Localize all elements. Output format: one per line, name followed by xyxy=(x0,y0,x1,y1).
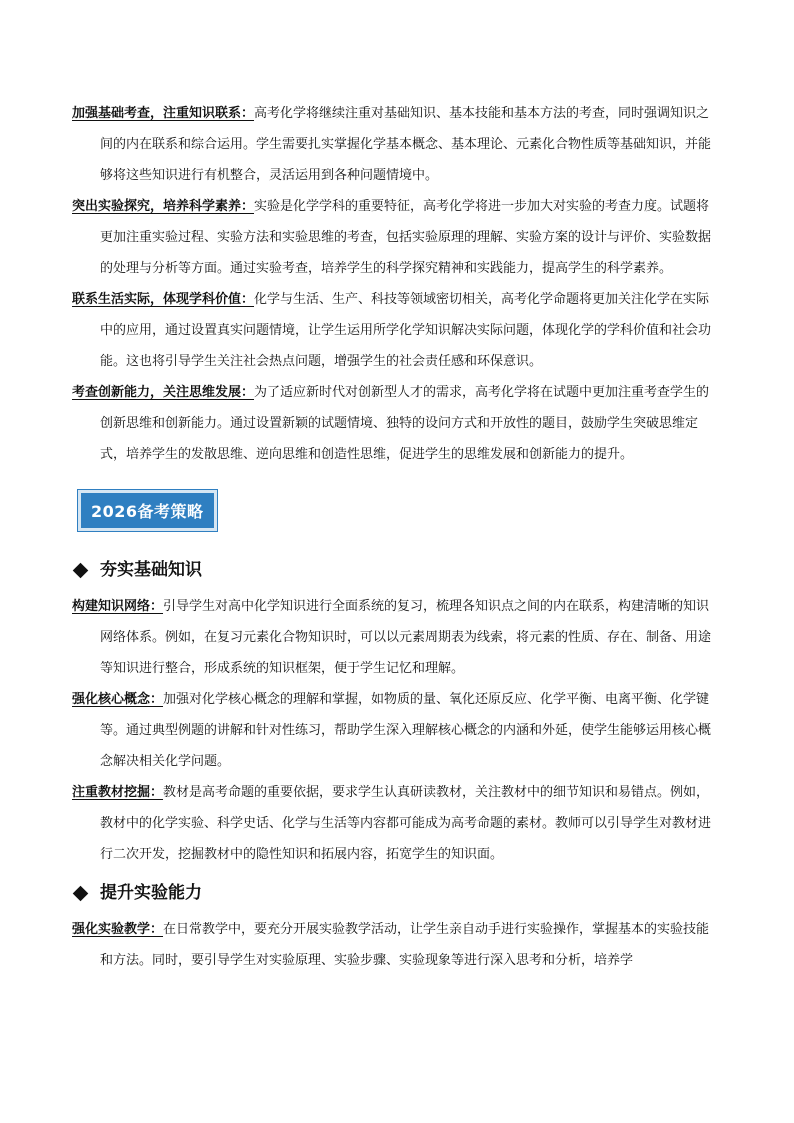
paragraph-lead: 强化实验教学： xyxy=(72,922,164,937)
paragraph-text: 引导学生对高中化学知识进行全面系统的复习，梳理各知识点之间的内在联系，构建清晰的知识网络体系。例如，在复习元素化合物知识时，可以以元素周期表为线索，将元素的性质、存在、制备、用途等知识进行整合，形成系统的知识框架，便于学生记忆和理解。 xyxy=(100,599,712,676)
intro-section xyxy=(72,98,722,470)
paragraph-text: 为了适应新时代对创新型人才的需求，高考化学将在试题中更加注重考查学生的创新思维和创新能力。通过设置新颖的试题情境、独特的设问方式和开放性的题目，鼓励学生突破思维定式，培养学生的发散思维、逆向思维和创造性思维，促进学生的思维发展和创新能力的提升。 xyxy=(100,385,710,462)
intro-paragraph-3 xyxy=(72,284,722,377)
section-title: 提升实验能力 xyxy=(100,883,202,903)
diamond-bullet-icon xyxy=(73,885,89,901)
paragraph-text: 在日常教学中，要充分开展实验教学活动，让学生亲自动手进行实验操作，掌握基本的实验技能和方法。同时，要引导学生对实验原理、实验步骤、实验现象等进行深入思考和分析，培养学 xyxy=(100,922,710,968)
intro-paragraph-2 xyxy=(72,191,722,284)
paragraph-text: 教材是高考命题的重要依据，要求学生认真研读教材，关注教材中的细节知识和易错点。例如，教材中的化学实验、科学史话、化学与生活等内容都可能成为高考命题的素材。教师可以引导学生对教材进行二次开发，挖掘教材中的隐性知识和拓展内容，拓宽学生的知识面。 xyxy=(100,785,712,862)
paragraph-lead: 考查创新能力，关注思维发展： xyxy=(72,385,255,400)
section-heading xyxy=(72,878,722,908)
paragraph-text: 高考化学将继续注重对基础知识、基本技能和基本方法的考查，同时强调知识之间的内在联系和综合运用。学生需要扎实掌握化学基本概念、基本理论、元素化合物性质等基础知识，并能够将这些知识进行有机整合，灵活运用到各种问题情境中。 xyxy=(100,106,712,183)
paragraph-lead: 突出实验探究，培养科学素养： xyxy=(72,199,255,214)
section-banner: 2026备考策略 xyxy=(78,490,217,531)
section-heading xyxy=(72,555,722,585)
paragraph-text: 实验是化学学科的重要特征，高考化学将进一步加大对实验的考查力度。试题将更加注重实验过程、实验方法和实验思维的考查，包括实验原理的理解、实验方案的设计与评价、实验数据的处理与分析等方面。通过实验考查，培养学生的科学探究精神和实践能力，提高学生的科学素养。 xyxy=(100,199,712,276)
paragraph-text: 加强对化学核心概念的理解和掌握，如物质的量、氧化还原反应、化学平衡、电离平衡、化学键等。通过典型例题的讲解和针对性练习，帮助学生深入理解核心概念的内涵和外延，使学生能够运用核心概念解决相关化学问题。 xyxy=(100,692,712,769)
diamond-bullet-icon xyxy=(73,562,89,578)
paragraph-lead: 联系生活实际，体现学科价值： xyxy=(72,292,255,307)
strategy-paragraph-2 xyxy=(72,684,722,777)
paragraph-lead: 注重教材挖掘： xyxy=(72,785,164,800)
paragraph-text: 化学与生活、生产、科技等领域密切相关，高考化学命题将更加关注化学在实际中的应用，通过设置真实问题情境，让学生运用所学化学知识解决实际问题，体现化学的学科价值和社会功能。这也将引导学生关注社会热点问题，增强学生的社会责任感和环保意识。 xyxy=(100,292,712,369)
section-title: 夯实基础知识 xyxy=(100,560,202,580)
section-experiment-ability xyxy=(72,878,722,976)
strategy-paragraph-1 xyxy=(72,591,722,684)
section-solid-foundation xyxy=(72,555,722,870)
paragraph-lead: 加强基础考查，注重知识联系： xyxy=(72,106,255,121)
paragraph-lead: 构建知识网络： xyxy=(72,599,164,614)
paragraph-lead: 强化核心概念： xyxy=(72,692,164,707)
intro-paragraph-1 xyxy=(72,98,722,191)
strategy-paragraph-4 xyxy=(72,914,722,976)
intro-paragraph-4 xyxy=(72,377,722,470)
strategy-paragraph-3 xyxy=(72,777,722,870)
